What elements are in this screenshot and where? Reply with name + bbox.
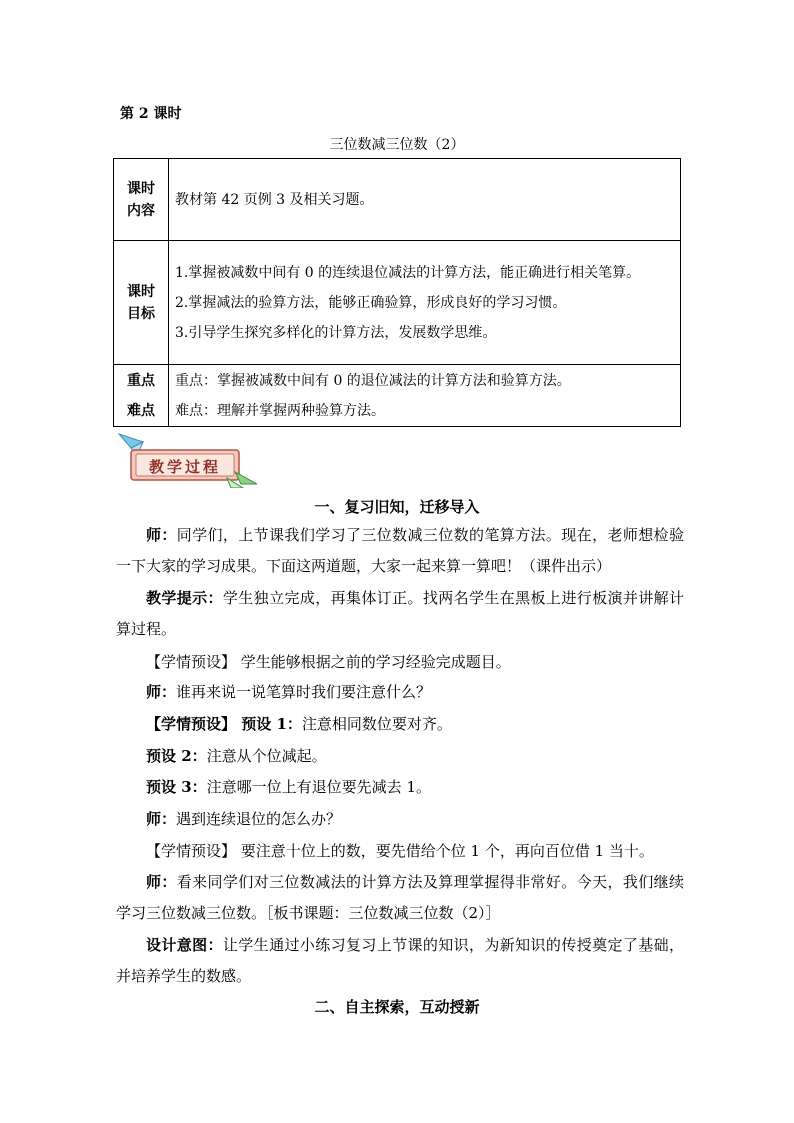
teaching-process-banner <box>117 432 259 488</box>
paragraph-text: 注意哪一位上有退位要先减去 1。 <box>206 778 431 796</box>
row-label-keypoints <box>114 365 169 427</box>
table-row <box>114 365 681 427</box>
speaker-label: 【学情预设】 预设 1： <box>146 715 302 733</box>
paragraph <box>116 836 684 867</box>
keypoint-item: 重点：掌握被减数中间有 0 的退位减法的计算方法和验算方法。 <box>175 372 571 389</box>
section-heading: 二、自主探索，互动授新 <box>314 998 480 1016</box>
section-heading: 一、复习旧知，迁移导入 <box>314 498 480 516</box>
content-text: 教材第 42 页例 3 及相关习题。 <box>175 191 374 208</box>
row-label-text: 课时 内容 <box>127 180 155 219</box>
paragraph <box>116 520 684 582</box>
paragraph <box>116 772 684 803</box>
row-label-goals <box>114 241 169 365</box>
row-label-text: 课时 目标 <box>127 283 155 322</box>
paragraph <box>116 867 684 929</box>
page-title: 三位数减三位数（2） <box>329 137 465 153</box>
goal-item: 2.掌握减法的验算方法，能够正确验算，形成良好的学习习惯。 <box>175 294 567 311</box>
paragraph-text: 注意从个位减起。 <box>206 747 327 765</box>
lesson-label: 第 2 课时 <box>120 106 182 122</box>
speaker-label: 师： <box>146 683 177 701</box>
speaker-label: 师： <box>146 526 177 544</box>
paragraph <box>116 804 684 835</box>
speaker-label: 设计意图： <box>146 936 223 954</box>
row-label-text: 重点 难点 <box>127 372 155 419</box>
banner-text: 教学过程 <box>148 458 221 476</box>
paragraph <box>116 930 684 992</box>
speaker-label: 预设 2： <box>146 747 207 765</box>
speaker-label: 教学提示： <box>146 589 223 607</box>
paragraph-text: 看来同学们对三位数减法的计算方法及算理掌握得非常好。今天，我们继续学习三位数减三位数。［板书课题：三位数减三位数（2）］ <box>116 873 684 922</box>
lesson-info-table <box>113 158 681 427</box>
table-row <box>114 241 681 365</box>
keypoint-item: 难点：理解并掌握两种验算方法。 <box>175 402 385 419</box>
paragraph <box>116 647 684 678</box>
goal-item: 3.引导学生探究多样化的计算方法，发展数学思维。 <box>175 324 497 341</box>
row-content <box>169 241 681 365</box>
paragraph <box>116 677 684 708</box>
speaker-label: 预设 3： <box>146 778 207 796</box>
paragraph <box>116 741 684 772</box>
paragraph <box>116 583 684 645</box>
row-content <box>169 365 681 427</box>
speaker-label: 师： <box>146 873 177 891</box>
paragraph-text: 遇到连续退位的怎么办？ <box>176 810 342 828</box>
row-label-content <box>114 159 169 241</box>
speaker-label: 师： <box>146 810 177 828</box>
paragraph-text: 【学情预设】 学生能够根据之前的学习经验完成题目。 <box>146 653 511 671</box>
paragraph-text: 同学们，上节课我们学习了三位数减三位数的笔算方法。现在，老师想检验一下大家的学习成果。下面这两道题，大家一起来算一算吧！（课件出示） <box>116 526 684 575</box>
row-content <box>169 159 681 241</box>
goal-item: 1.掌握被减数中间有 0 的连续退位减法的计算方法，能正确进行相关笔算。 <box>175 264 641 281</box>
table-row <box>114 159 681 241</box>
paragraph <box>116 709 684 740</box>
paragraph-text: 注意相同数位要对齐。 <box>301 715 452 733</box>
paragraph-text: 【学情预设】 要注意十位上的数，要先借给个位 1 个，再向百位借 1 当十。 <box>146 842 654 860</box>
paragraph-text: 学生独立完成，再集体订正。找两名学生在黑板上进行板演并讲解计算过程。 <box>116 589 684 638</box>
paragraph-text: 谁再来说一说笔算时我们要注意什么？ <box>176 683 432 701</box>
paragraph-text: 让学生通过小练习复习上节课的知识，为新知识的传授奠定了基础，并培养学生的数感。 <box>116 936 684 985</box>
